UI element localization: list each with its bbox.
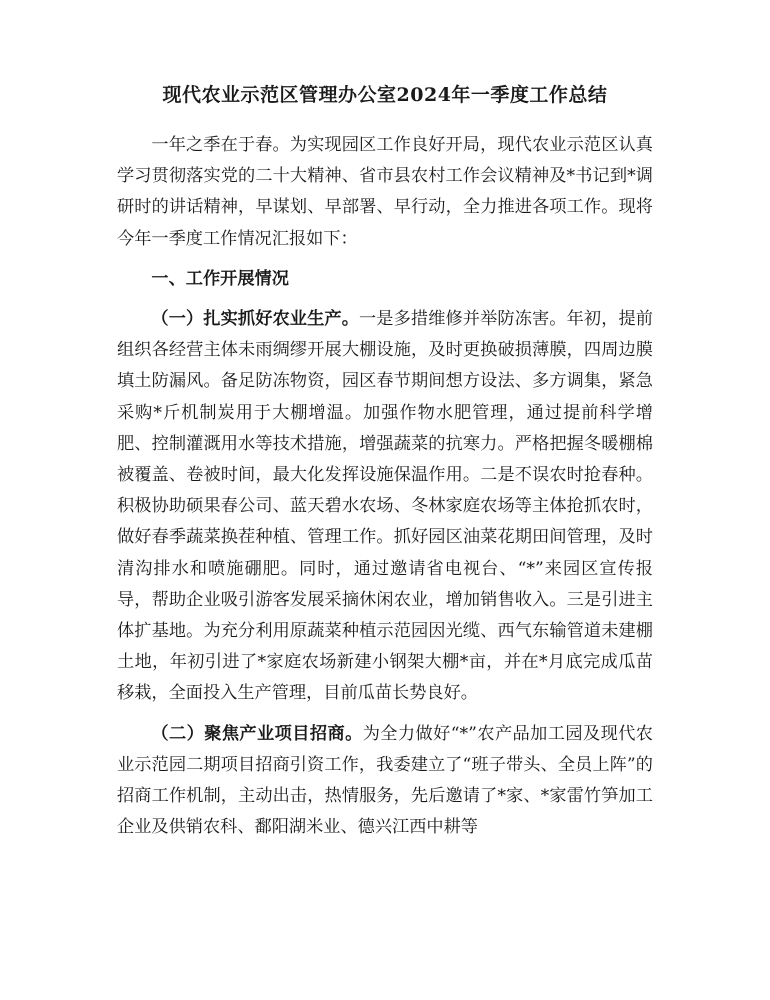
paragraph-investment-attraction — [117, 719, 653, 844]
paragraph-body-agricultural-production: 一是多措维修并举防冻害。年初，提前组织各经营主体未雨绸缪开展大棚设施，及时更换破损薄膜，四周边膜填土防漏风。备足防冻物资，园区春节期间想方设法、多方调集，紧急采购*斤机制炭用于大棚增温。加强作物水肥管理，通过提前科学增肥、控制灌溉用水等技术措施，增强蔬菜的抗寒力。严格把握冬暖棚棉被覆盖、卷被时间，最大化发挥设施保温作用。二是不误农时抢春种。积极协助硕果春公司、蓝天碧水农场、冬林家庭农场等主体抢抓农时，做好春季蔬菜换茬种植、管理工作。抓好园区油菜花期田间管理，及时清沟排水和喷施硼肥。同时，通过邀请省电视台、“*”来园区宣传报导，帮助企业吸引游客发展采摘休闲农业，增加销售收入。三是引进主体扩基地。为充分利用原蔬菜种植示范园因光缆、西气东输管道未建棚土地，年初引进了*家庭农场新建小钢架大棚*亩，并在*月底完成瓜苗移栽，全面投入生产管理，目前瓜苗长势良好。 — [117, 309, 653, 704]
intro-paragraph: 一年之季在于春。为实现园区工作良好开局，现代农业示范区认真学习贯彻落实党的二十大精神、省市县农村工作会议精神及*书记到*调研时的讲话精神，早谋划、早部署、早行动，全力推进各项工作。现将今年一季度工作情况汇报如下： — [117, 135, 653, 249]
paragraph-body-investment-attraction: 为全力做好“*”农产品加工园及现代农业示范园二期项目招商引资工作，我委建立了“班子带头、全员上阵”的招商工作机制，主动出击，热情服务，先后邀请了*家、*家雷竹笋加工企业及供销农科、鄱阳湖米业、德兴江西中耕等 — [117, 723, 653, 838]
document-title: 现代农业示范区管理办公室2024年一季度工作总结 — [162, 84, 608, 106]
paragraph-lead-agricultural-production: （一）扎实抓好农业生产。 — [151, 309, 359, 330]
section-heading-work-status: 一、工作开展情况 — [151, 268, 289, 289]
paragraph-lead-investment-attraction: （二）聚焦产业项目招商。 — [151, 723, 363, 744]
paragraph-agricultural-production — [117, 304, 653, 710]
document-page — [117, 80, 653, 852]
